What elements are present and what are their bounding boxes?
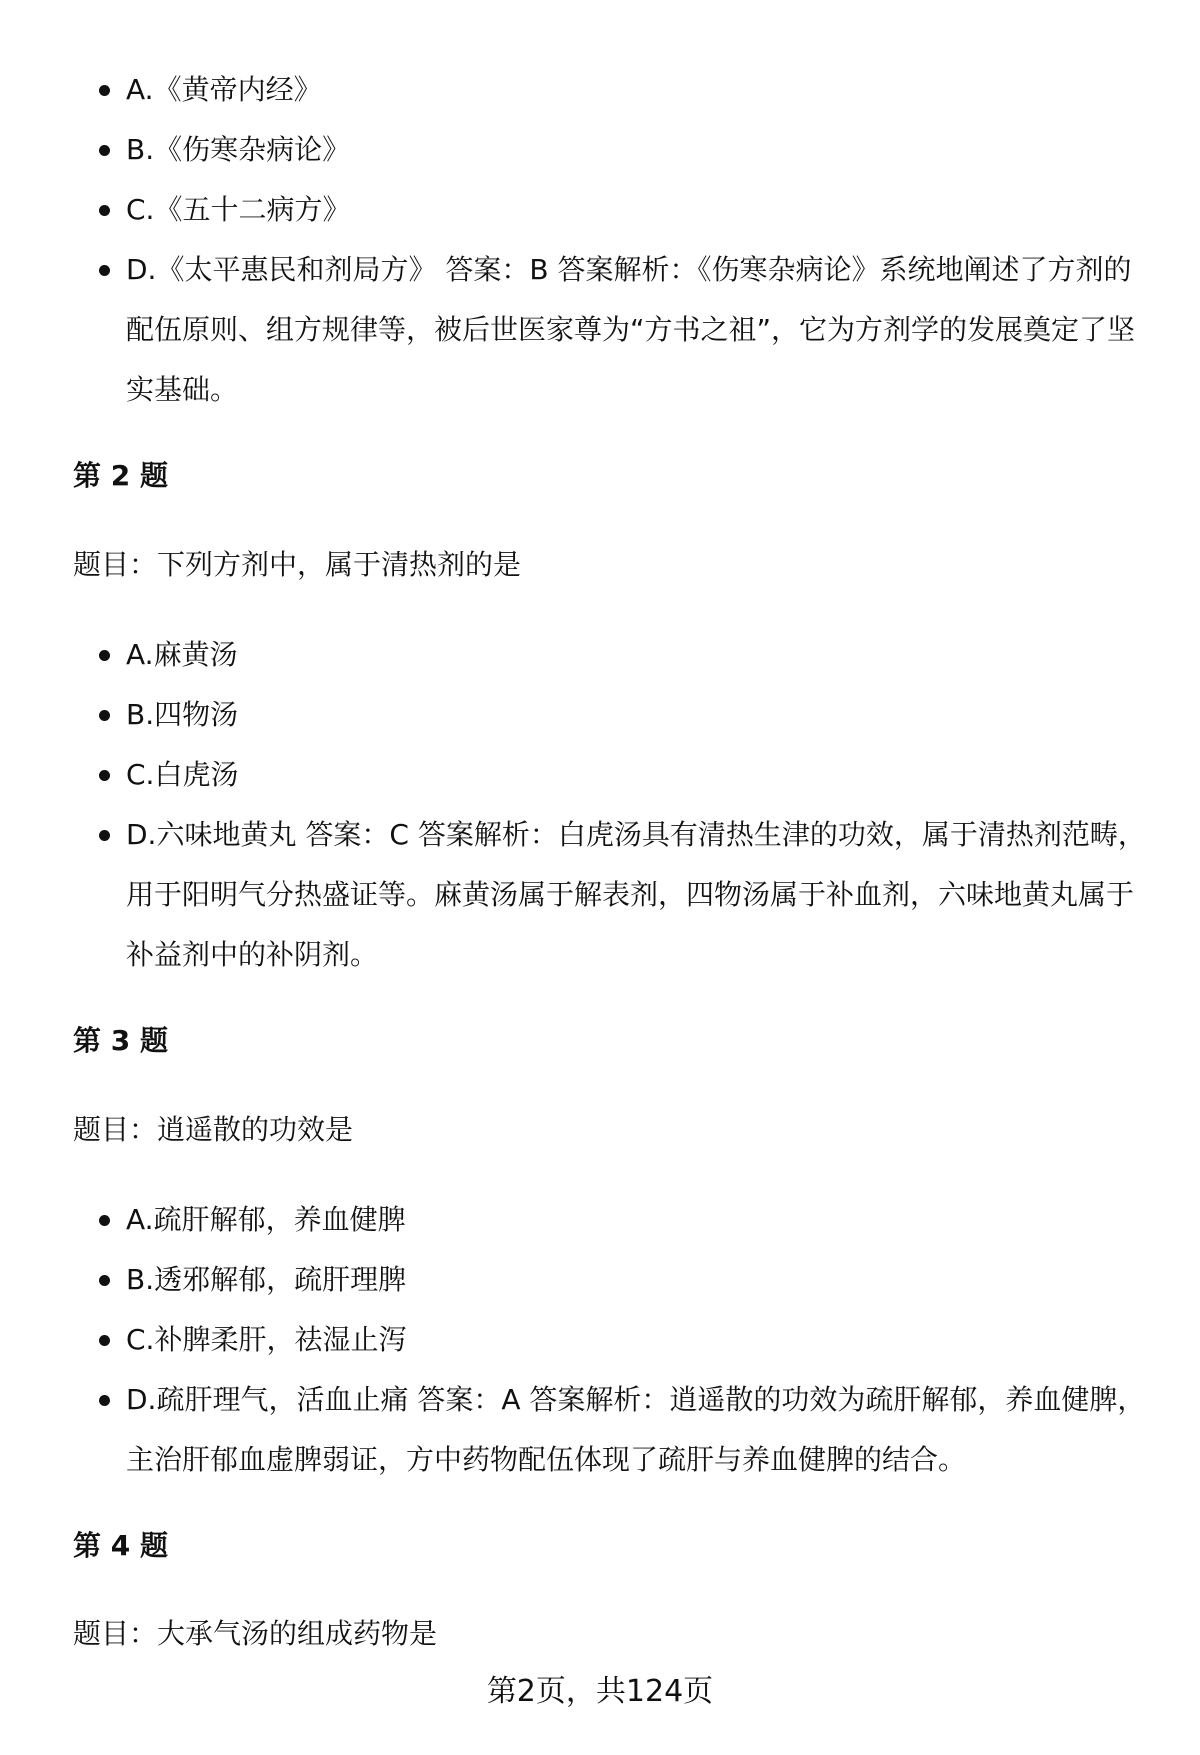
- q2-option-c: C.白虎汤: [126, 745, 1146, 805]
- q1-option-c: C.《五十二病方》: [126, 180, 1146, 240]
- q3-option-d-with-answer: D.疏肝理气，活血止痛 答案：A 答案解析：逍遥散的功效为疏肝解郁，养血健脾，主治肝郁血虚脾弱证，方中药物配伍体现了疏肝与养血健脾的结合。: [126, 1370, 1146, 1490]
- q4-heading: 第 4 题: [73, 1529, 168, 1562]
- q3-option-a: A.疏肝解郁，养血健脾: [126, 1190, 1146, 1250]
- q3-option-c: C.补脾柔肝，祛湿止泻: [126, 1310, 1146, 1370]
- q3-option-b: B.透邪解郁，疏肝理脾: [126, 1250, 1146, 1310]
- q2-option-d-with-answer: D.六味地黄丸 答案：C 答案解析：白虎汤具有清热生津的功效，属于清热剂范畴，用于阳明气分热盛证等。麻黄汤属于解表剂，四物汤属于补血剂，六味地黄丸属于补益剂中的补阴剂。: [126, 805, 1146, 985]
- q1-option-b: B.《伤寒杂病论》: [126, 120, 1146, 180]
- q3-heading: 第 3 题: [73, 1024, 168, 1057]
- q2-option-a: A.麻黄汤: [126, 625, 1146, 685]
- q4-question: 题目：大承气汤的组成药物是: [73, 1617, 438, 1650]
- q2-question: 题目：下列方剂中，属于清热剂的是: [73, 548, 522, 581]
- q2-option-b: B.四物汤: [126, 685, 1146, 745]
- q1-option-d-with-answer: D.《太平惠民和剂局方》 答案：B 答案解析：《伤寒杂病论》系统地阐述了方剂的配伍原则、组方规律等，被后世医家尊为“方书之祖”，它为方剂学的发展奠定了坚实基础。: [126, 240, 1146, 420]
- page-number-footer: 第2页，共124页: [486, 1674, 714, 1709]
- q1-option-a: A.《黄帝内经》: [126, 60, 1146, 120]
- q3-question: 题目：逍遥散的功效是: [73, 1113, 354, 1146]
- q2-heading: 第 2 题: [73, 459, 168, 492]
